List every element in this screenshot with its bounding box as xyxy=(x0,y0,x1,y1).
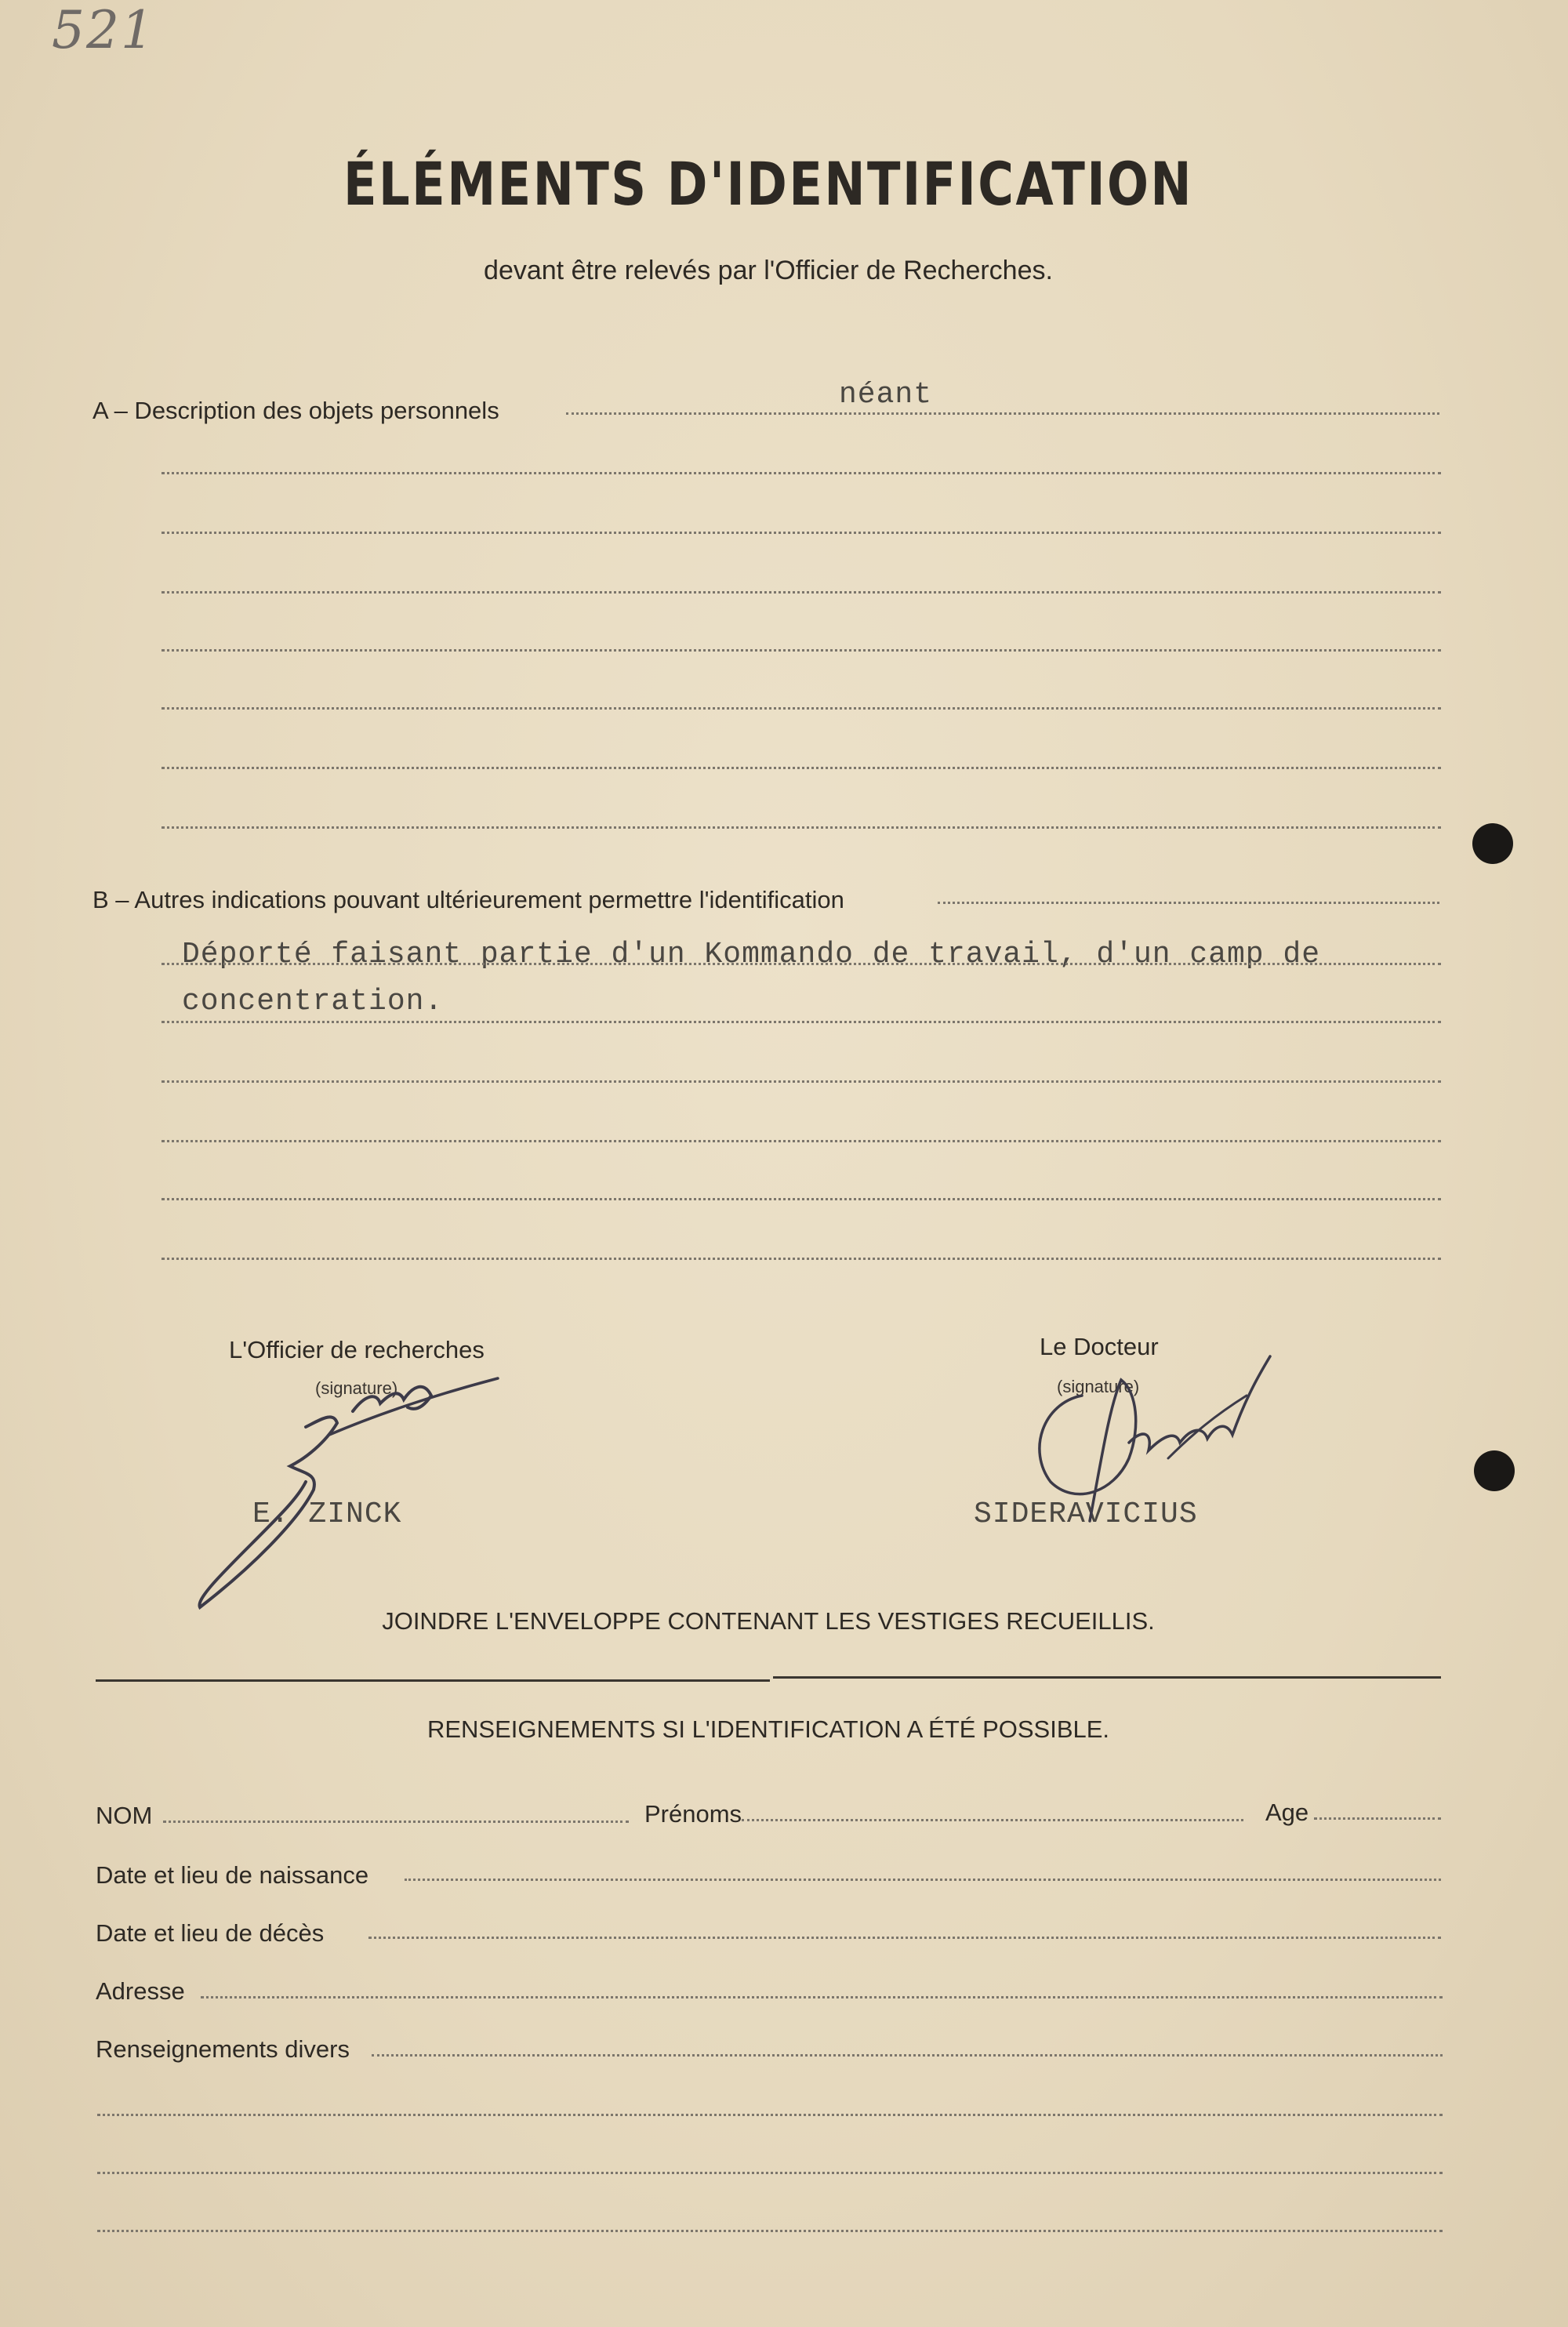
punch-hole xyxy=(1474,1450,1515,1491)
prenoms-field xyxy=(742,1819,1243,1821)
doctor-name: SIDERAVICIUS xyxy=(974,1497,1198,1531)
divers-field xyxy=(97,2230,1443,2232)
document-title: ÉLÉMENTS D'IDENTIFICATION xyxy=(343,149,1194,219)
section-b-line xyxy=(162,1258,1441,1260)
section-a-label: A – Description des objets personnels xyxy=(93,397,499,424)
nom-field xyxy=(163,1821,629,1823)
section-a-line xyxy=(162,649,1441,652)
section-b-label: B – Autres indications pouvant ultérieurement permettre l'identification xyxy=(93,886,844,913)
section-b-text-line2: concentration. xyxy=(182,985,444,1018)
section-b-line xyxy=(938,902,1439,904)
section-b-line xyxy=(162,1021,1441,1023)
document-subtitle: devant être relevés par l'Officier de Recherches. xyxy=(484,256,1053,285)
adresse-field xyxy=(201,1996,1443,1998)
divers-label: Renseignements divers xyxy=(96,2035,350,2063)
officer-signature-caption: (signature) xyxy=(315,1378,398,1398)
doctor-signature xyxy=(1011,1349,1278,1537)
section-a-line xyxy=(162,472,1441,474)
section-a-line xyxy=(162,767,1441,769)
age-label: Age xyxy=(1265,1799,1309,1826)
section-b-text-line1: Déporté faisant partie d'un Kommando de travail, d'un camp de xyxy=(182,938,1321,971)
officer-name: E. ZINCK xyxy=(252,1497,402,1531)
officer-title: L'Officier de recherches xyxy=(229,1336,485,1363)
adresse-label: Adresse xyxy=(96,1977,185,2005)
divers-field xyxy=(97,2114,1443,2116)
divers-field xyxy=(372,2054,1443,2057)
prenoms-label: Prénoms xyxy=(644,1800,742,1828)
section-a-line xyxy=(162,707,1441,710)
handwritten-number: 521 xyxy=(52,0,155,60)
section-a-line xyxy=(162,826,1441,829)
officer-signature xyxy=(188,1364,517,1615)
section-a-line xyxy=(566,412,1439,415)
naissance-field xyxy=(405,1879,1441,1881)
section-a-line xyxy=(162,591,1441,594)
nom-label: NOM xyxy=(96,1802,153,1829)
section-a-value: néant xyxy=(839,378,933,412)
divers-field xyxy=(97,2172,1443,2174)
age-field xyxy=(1314,1817,1441,1820)
naissance-label: Date et lieu de naissance xyxy=(96,1861,369,1889)
section-divider xyxy=(773,1676,1441,1679)
section-divider xyxy=(96,1679,770,1682)
punch-hole xyxy=(1472,823,1513,864)
section-c-heading: RENSEIGNEMENTS SI L'IDENTIFICATION A ÉTÉ POSSIBLE. xyxy=(426,1715,1110,1743)
enclose-note: JOINDRE L'ENVELOPPE CONTENANT LES VESTIGES RECUEILLIS. xyxy=(382,1607,1155,1635)
section-a-line xyxy=(162,532,1441,534)
doctor-title: Le Docteur xyxy=(1040,1333,1159,1360)
section-b-line xyxy=(162,963,1441,965)
section-b-line xyxy=(162,1140,1441,1142)
section-b-line xyxy=(162,1198,1441,1200)
deces-label: Date et lieu de décès xyxy=(96,1919,325,1947)
doctor-signature-caption: (signature) xyxy=(1057,1377,1140,1396)
deces-field xyxy=(368,1937,1441,1939)
section-b-line xyxy=(162,1080,1441,1083)
